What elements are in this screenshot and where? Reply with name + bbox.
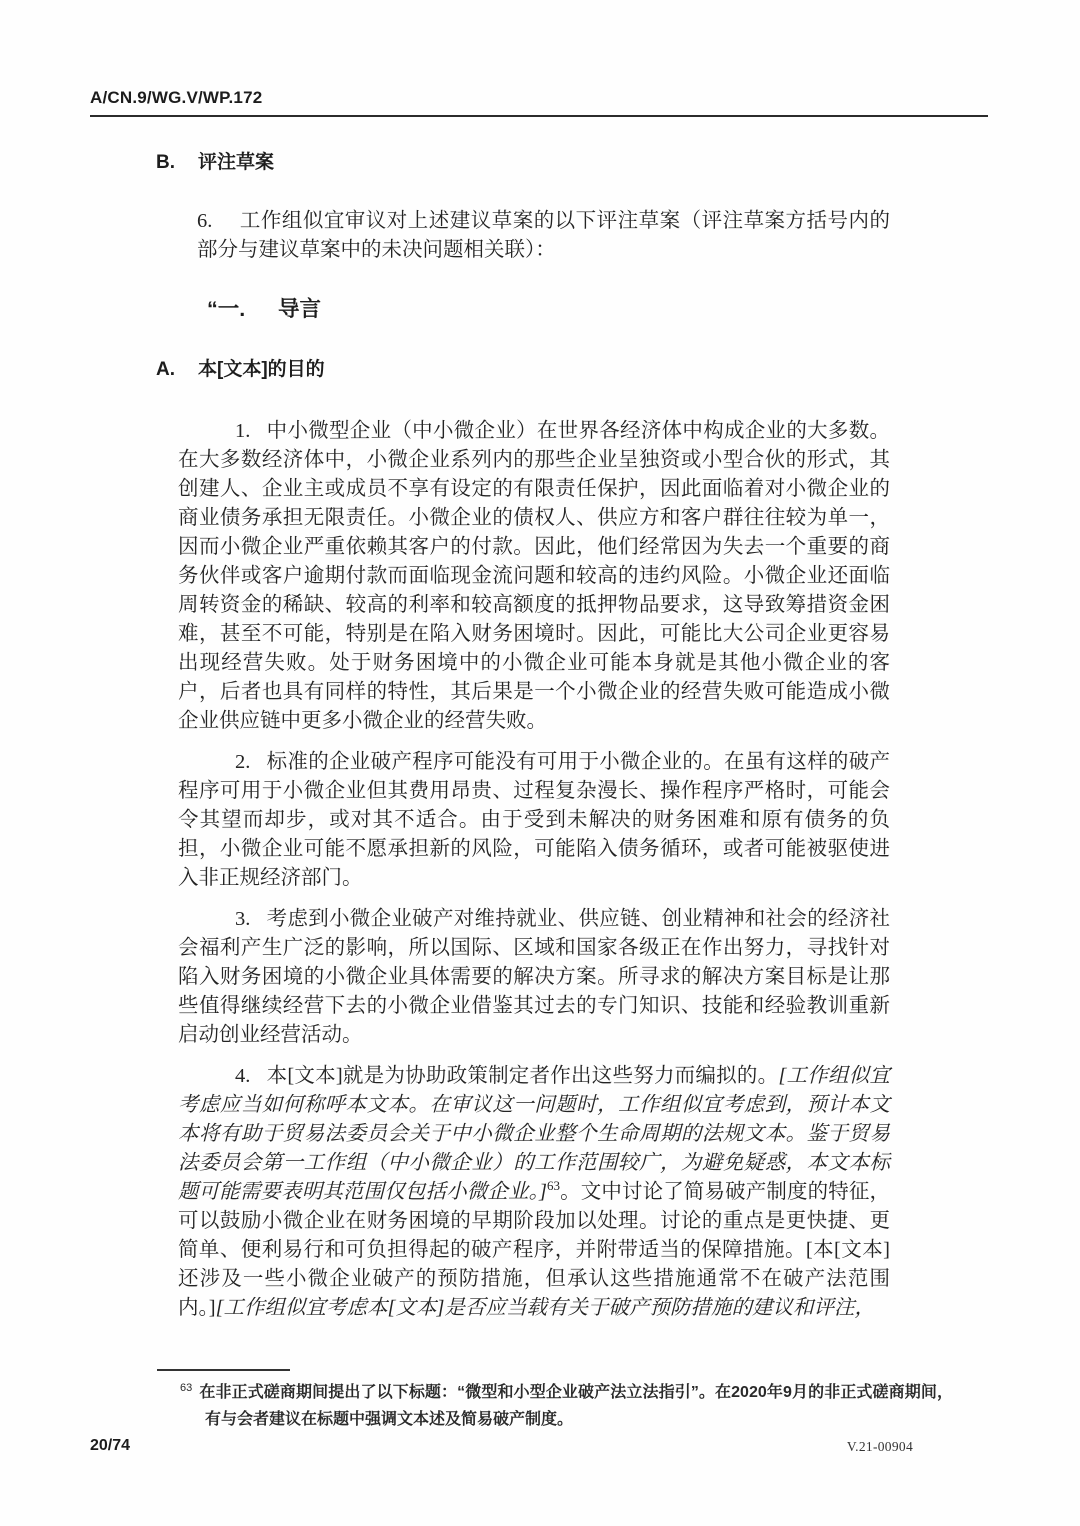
paragraph-2-text: 标准的企业破产程序可能没有可用于小微企业的。在虽有这样的破产程序可用于小微企业但其费用昂贵、过程复杂漫长、操作程序严格时，可能会令其望而却步，或对其不适合。由于受到未解决的财务困难和原有债务的负担，小微企业可能不愿承担新的风险，可能陷入债务循环，或者可能被驱使进入非正规经济部门。 xyxy=(178,751,890,889)
paragraph-4-text-italic-bracket-2: [工作组似宜考虑本[文本]是否应当载有关于破产预防措施的建议和评注， xyxy=(215,1297,876,1319)
paragraph-3-text: 考虑到小微企业破产对维持就业、供应链、创业精神和社会的经济社会福利产生广泛的影响，所以国际、区域和国家各级正在作出努力，寻找针对陷入财务困境的小微企业具体需要的解决方案。所寻求的解决方案目标是让那些值得继续经营下去的小微企业借鉴其过去的专门知识、技能和经验教训重新启动创业经营活动。 xyxy=(178,908,890,1046)
footnote-63-reference: 63 xyxy=(547,1178,560,1194)
doc-symbol: A/CN.9/WG.V/WP.172 xyxy=(90,88,263,107)
paragraph-6-text: 工作组似宜审议对上述建议草案的以下评注草案（评注草案方括号内的部分与建议草案中的未决问题相关联）： xyxy=(197,210,890,261)
paragraph-2-number: 2. xyxy=(235,751,251,773)
paragraph-3 xyxy=(178,905,890,1050)
paragraph-4 xyxy=(178,1062,890,1323)
paragraph-4-text-italic-bracket: [工作组似宜考虑应当如何称呼本文本。在审议这一问题时，工作组似宜考虑到，预计本文本将有助于贸易法委员会关于中小微企业整个生命周期的法规文本。鉴于贸易法委员会第一工作组（中小微企业）的工作范围较广，为避免疑惑，本文本标题可能需要表明其范围仅包括小微企业。] xyxy=(178,1065,890,1203)
paragraph-6-number: 6. xyxy=(197,210,213,232)
paragraph-1-text: 中小微型企业（中小微企业）在世界各经济体中构成企业的大多数。在大多数经济体中，小微企业系列内的那些企业呈独资或小型合伙的形式，其创建人、企业主或成员不享有设定的有限责任保护，因此面临着对小微企业的商业债务承担无限责任。小微企业的债权人、供应方和客户群往往较为单一，因而小微企业严重依赖其客户的付款。因此，他们经常因为失去一个重要的商务伙伴或客户逾期付款而面临现金流问题和较高的违约风险。小微企业还面临周转资金的稀缺、较高的利率和较高额度的抵押物品要求，这导致筹措资金困难，甚至不可能，特别是在陷入财务困境时。因此，可能比大公司企业更容易出现经营失败。处于财务困境中的小微企业可能本身就是其他小微企业的客户，后者也具有同样的特性，其后果是一个小微企业的经营失败可能造成小微企业供应链中更多小微企业的经营失败。 xyxy=(178,420,890,732)
section-b-heading xyxy=(156,147,1080,174)
section-a-label: A. xyxy=(156,359,175,380)
paragraph-4-text-normal: 本[文本]就是为协助政策制定者作出这些努力而编拟的。 xyxy=(266,1065,779,1087)
footnote-separator-rule xyxy=(157,1369,290,1371)
footnote-63-marker: 63 xyxy=(180,1381,193,1394)
paragraph-4-text-normal-2: 。文中讨论了简易破产制度的特征，可以鼓励小微企业在财务困境的早期阶段加以处理。讨论的重点是更快捷、更简单、便利易行和可负担得起的破产程序，并附带适当的保障措施。[本[文本]还涉及一些小微企业破产的预防措施，但承认这些措施通常不在破产法范围内。] xyxy=(178,1181,891,1319)
footnote-63-text: 在非正式磋商期间提出了以下标题：“微型和小型企业破产法立法指引”。在2020年9月的非正式磋商期间，有与会者建议在标题中强调文本述及简易破产制度。 xyxy=(199,1384,953,1428)
section-a-heading xyxy=(156,354,1080,381)
section-b-title: 评注草案 xyxy=(198,152,275,173)
paragraph-3-number: 3. xyxy=(235,908,251,930)
section-b-label: B. xyxy=(156,152,175,173)
part-one-heading xyxy=(207,292,1080,323)
doc-reference-number: V.21-00904 xyxy=(846,1439,913,1454)
paragraph-1 xyxy=(178,417,890,736)
part-one-title: 导言 xyxy=(278,297,322,321)
part-one-label: “一. xyxy=(207,297,246,321)
footnote-63 xyxy=(180,1379,953,1433)
page-number: 20/74 xyxy=(90,1437,131,1454)
paragraph-1-number: 1. xyxy=(235,420,251,442)
paragraph-6 xyxy=(197,207,890,265)
section-a-title: 本[文本]的目的 xyxy=(198,359,325,380)
paragraph-2 xyxy=(178,748,890,893)
paragraph-4-number: 4. xyxy=(235,1065,251,1087)
